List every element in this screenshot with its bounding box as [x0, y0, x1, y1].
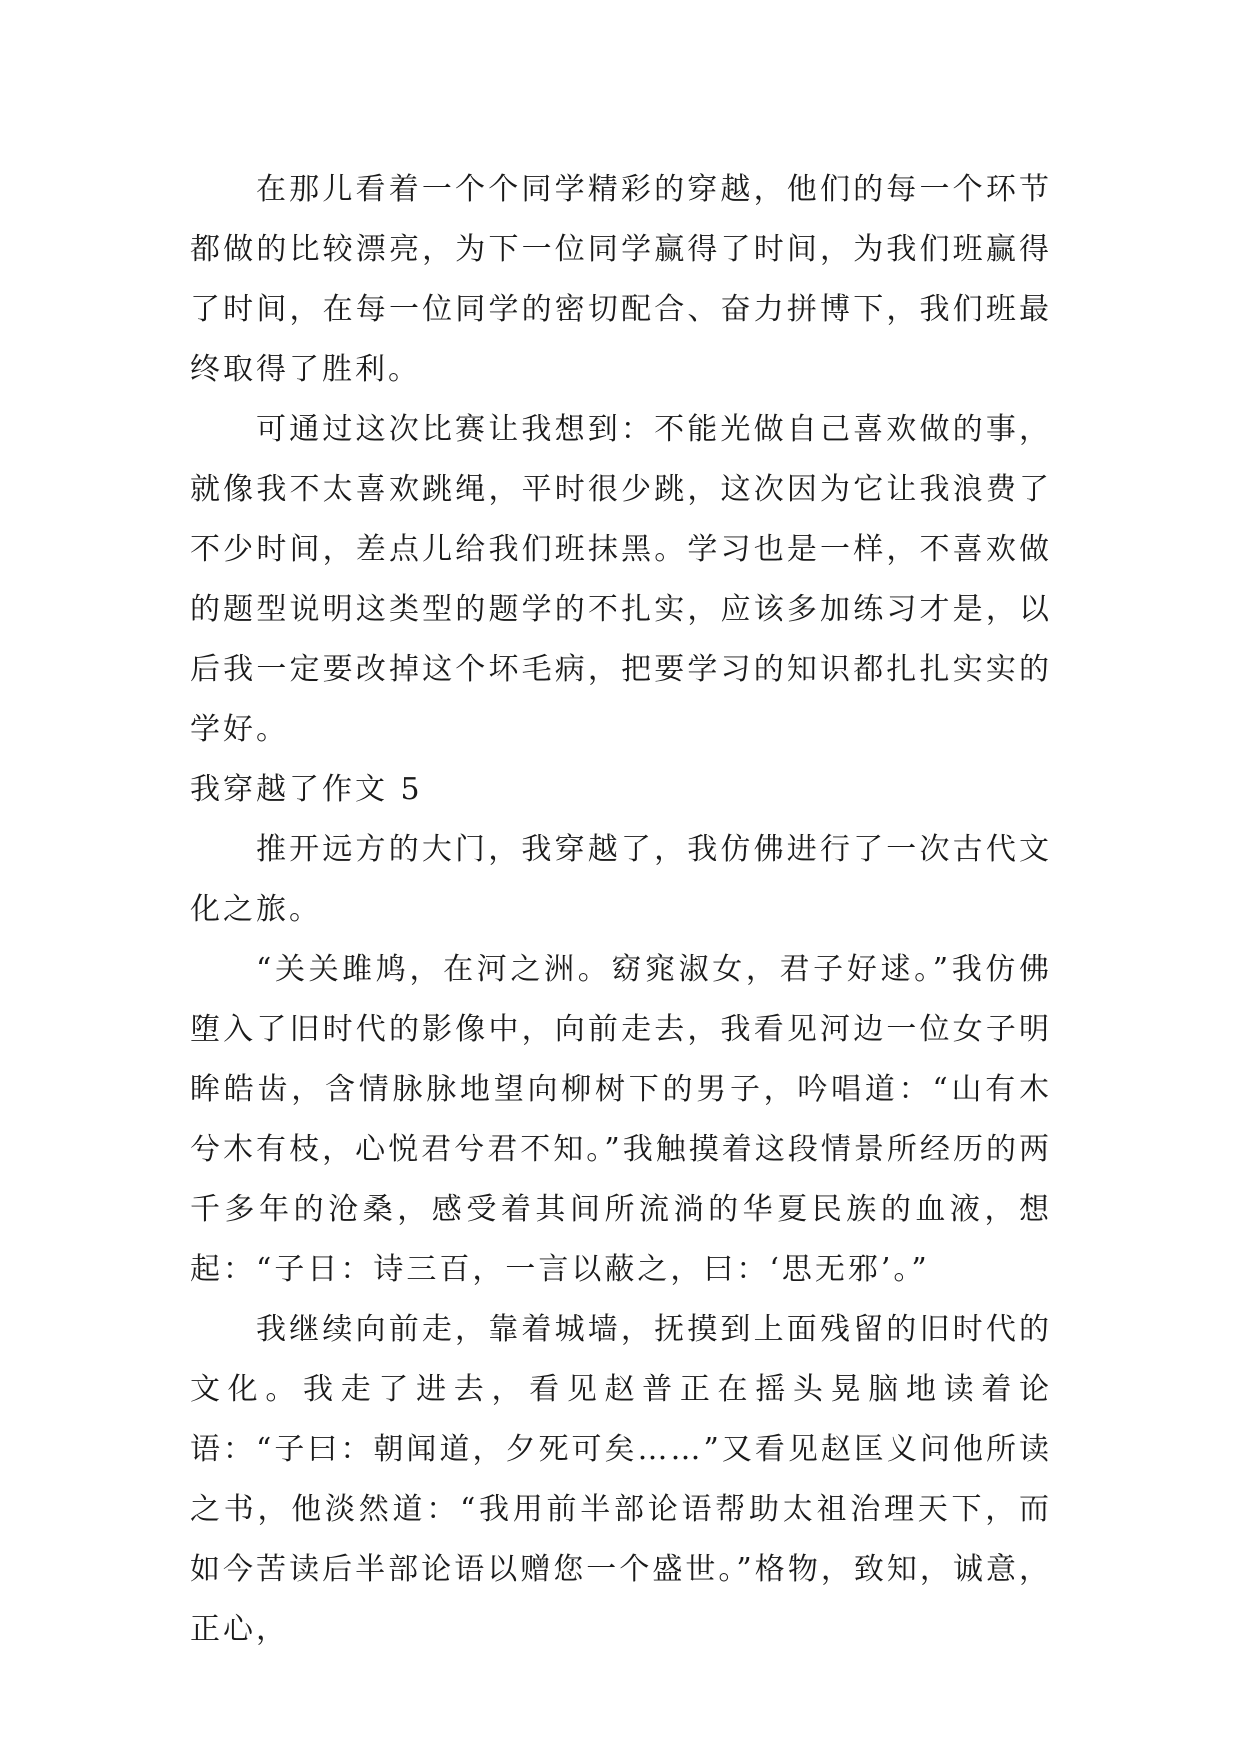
paragraph-4: “关关雎鸠，在河之洲。窈窕淑女，君子好逑。”我仿佛堕入了旧时代的影像中，向前走去，我看见河边一位女子明眸皓齿，含情脉脉地望向柳树下的男子，吟唱道：“山有木兮木有枝，心悦君兮君不知。”我触摸着这段情景所经历的两千多年的沧桑，感受着其间所流淌的华夏民族的血液，想起：“子日：诗三百，一言以蔽之，曰：‘思无邪’。” — [190, 952, 1052, 1287]
paragraph-1: 在那儿看着一个个同学精彩的穿越，他们的每一个环节都做的比较漂亮，为下一位同学赢得了时间，为我们班赢得了时间，在每一位同学的密切配合、奋力拼博下，我们班最终取得了胜利。 — [190, 172, 1052, 387]
paragraph-3: 推开远方的大门，我穿越了，我仿佛进行了一次古代文化之旅。 — [190, 832, 1052, 927]
paragraph-5: 我继续向前走，靠着城墙，抚摸到上面残留的旧时代的文化。我走了进去，看见赵普正在摇头晃脑地读着论语：“子曰：朝闻道，夕死可矣……”又看见赵匡义问他所读之书，他淡然道：“我用前半部论语帮助太祖治理天下，而如今苦读后半部论语以赠您一个盛世。”格物，致知，诚意，正心， — [190, 1312, 1052, 1647]
paragraph-2: 可通过这次比赛让我想到：不能光做自己喜欢做的事，就像我不太喜欢跳绳，平时很少跳，这次因为它让我浪费了不少时间，差点儿给我们班抹黑。学习也是一样，不喜欢做的题型说明这类型的题学的不扎实，应该多加练习才是，以后我一定要改掉这个坏毛病，把要学习的知识都扎扎实实的学好。 — [190, 412, 1052, 747]
essay-heading: 我穿越了作文 5 — [190, 772, 423, 807]
document-page — [190, 160, 1052, 1660]
